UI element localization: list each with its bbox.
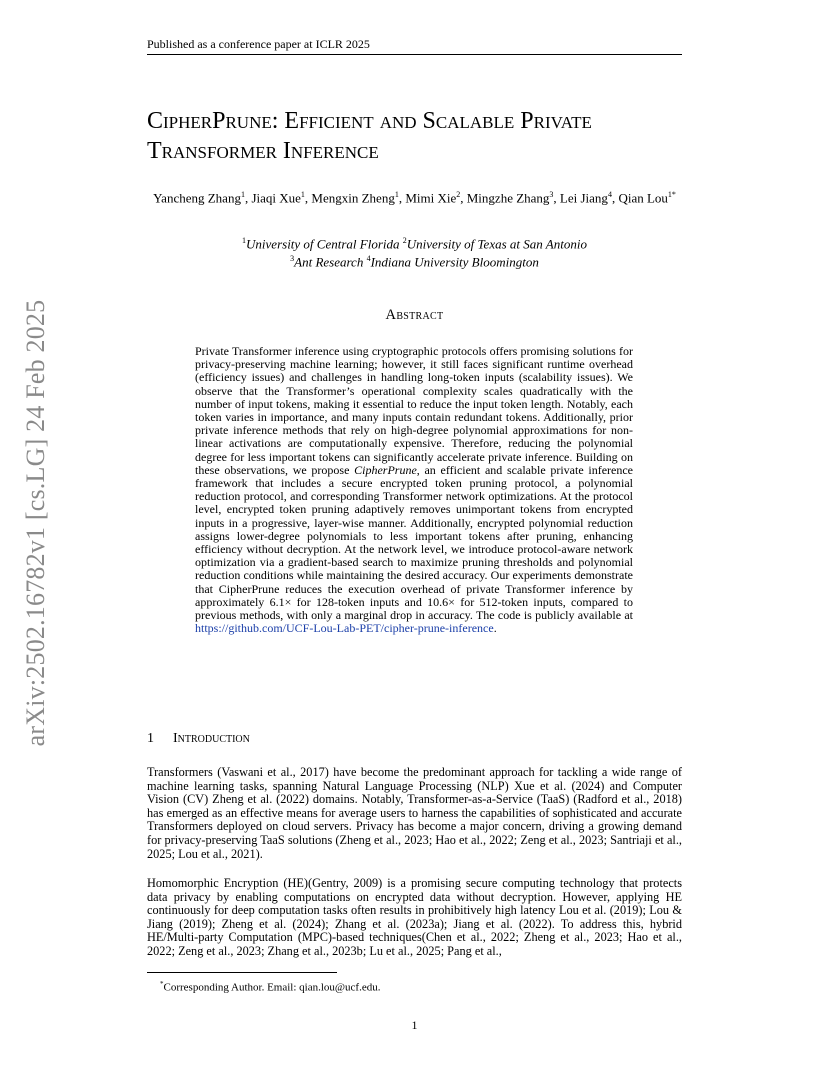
affiliation-line-1 <box>147 233 682 251</box>
author-affil-mark: 1* <box>667 190 676 199</box>
page-number: 1 <box>411 1018 418 1032</box>
arxiv-stamp: arXiv:2502.16782v1 [cs.LG] 24 Feb 2025 <box>21 299 50 747</box>
abstract-text-end: . <box>493 621 497 636</box>
footnote-rule <box>147 972 337 973</box>
footnote-text: Corresponding Author. Email: qian.lou@ucf.edu. <box>163 981 381 994</box>
author-name: Mengxin Zheng <box>311 190 395 206</box>
method-name: CipherPrune <box>354 462 417 477</box>
running-header: Published as a conference paper at ICLR 2025 <box>147 36 682 55</box>
section-number: 1 <box>147 731 154 746</box>
footnote-marker: * <box>160 980 164 988</box>
affiliation: Ant Research <box>294 254 364 270</box>
affil-mark: 2 <box>402 236 407 245</box>
abstract-text-part: , an efficient and scalable private inference framework that includes a secure encrypted token pruning protocol, a polynomial reduction protocol, and corresponding Transformer network optimizations. At the protocol level, encrypted token pruning adaptively removes unimportant tokens from encrypted inputs in a progressive, layer-wise manner. Additionally, encrypted polynomial reduction assigns lower-degree polynomials to less important tokens after pruning, enhancing efficiency without decryption. At the network level, we introduce protocol-aware network optimization via a gradient-based search to maximize pruning thresholds and polynomial reduction conditions while maintaining the desired accuracy. Our experiments demonstrate that CipherPrune reduces the execution overhead of private Transformer inference by approximately 6.1× for 128-token inputs and 10.6× for 512-token inputs, compared to previous methods, with only a marginal drop in accuracy. The code is publicly available at <box>195 462 633 623</box>
abstract-body <box>195 345 633 635</box>
title-line-1: CipherPrune: Efficient and Scalable Private <box>147 108 592 134</box>
affiliation: University of Central Florida <box>246 236 400 252</box>
affiliation: University of Texas at San Antonio <box>406 236 587 252</box>
author-affil-mark: 3 <box>549 190 554 199</box>
paper-title <box>147 106 707 166</box>
intro-paragraph-2: Homomorphic Encryption (HE)(Gentry, 2009) is a promising secure computing technology that protects data privacy by enabling computations on encrypted data without decryption. However, applying HE continuously for deep computation tasks often results in prohibitively high latency Lou et al. (2019); Lou & Jiang (2019); Zheng et al. (2024); Zhang et al. (2023a); Jiang et al. (2022). To address this, hybrid HE/Multi-party Computation (MPC)-based techniques(Chen et al., 2022; Zheng et al., 2023; Hao et al., 2022; Zeng et al., 2023; Zhang et al., 2023b; Lu et al., 2025; Pang et al., <box>147 876 682 958</box>
author-affil-mark: 1 <box>394 190 399 199</box>
affil-mark: 1 <box>242 236 247 245</box>
author-name: Lei Jiang <box>559 190 608 206</box>
title-line-2: Transformer Inference <box>147 138 379 164</box>
affiliation-line-2 <box>147 251 682 269</box>
affiliations <box>147 233 682 270</box>
author-affil-mark: 1 <box>300 190 305 199</box>
affil-mark: 4 <box>366 254 371 264</box>
author-name: Qian Lou <box>618 190 668 206</box>
author-affil-mark: 2 <box>456 190 461 199</box>
author-affil-mark: 4 <box>607 190 612 199</box>
author-list: Yancheng Zhang$^1$, Jiaqi Xue$^1$, Mengxin Zheng$^1$, Mimi Xie$^2$, Mingzhe Zhang$^3$, Lei Jiang$^4$, Qian Lou$^{1*}$ <box>153 190 676 206</box>
section-title: Introduction <box>173 731 250 746</box>
author-name: Jiaqi Xue <box>251 190 301 206</box>
author-name: Yancheng Zhang <box>153 190 241 206</box>
affiliation: Indiana University Bloomington <box>370 254 539 270</box>
author-name: Mingzhe Zhang <box>466 190 550 206</box>
footnote <box>160 978 680 995</box>
code-repo-link[interactable]: https://github.com/UCF-Lou-Lab-PET/cipher-prune-inference <box>195 621 494 636</box>
intro-paragraph-1: Transformers (Vaswani et al., 2017) have become the predominant approach for tackling a wide range of machine learning tasks, spanning Natural Language Processing (NLP) Xue et al. (2024) and Computer Vision (CV) Zheng et al. (2022) domains. Notably, Transformer-as-a-Service (TaaS) (Radford et al., 2018) has emerged as an effective means for average users to harness the capabilities of sophisticated and accurate Transformers deployed on cloud servers. Privacy has become a major concern, driving a growing demand for privacy-preserving TaaS solutions (Zheng et al., 2023; Hao et al., 2022; Zeng et al., 2023; Santriaji et al., 2025; Lou et al., 2021). <box>147 765 682 861</box>
affil-mark: 3 <box>290 254 295 264</box>
abstract-heading: Abstract <box>385 307 444 323</box>
author-affil-mark: 1 <box>240 190 245 199</box>
section-heading-introduction <box>147 731 250 747</box>
author-name: Mimi Xie <box>405 190 457 206</box>
abstract-text-part: Private Transformer inference using cryptographic protocols offers promising solutions for privacy-preserving machine learning; however, it still faces significant runtime overhead (efficiency issues) and challenges in handling long-token inputs (scalability issues). We observe that the Transformer’s operational complexity scales quadratically with the number of input tokens, making it essential to reduce the input token length. Notably, each token varies in importance, and many inputs contain redundant tokens. Additionally, prior private inference methods that rely on high-degree polynomial approximations for non-linear activations are computationally expensive. Therefore, reducing the polynomial degree for less important tokens can significantly accelerate private inference. Building on these observations, we propose <box>195 344 633 477</box>
